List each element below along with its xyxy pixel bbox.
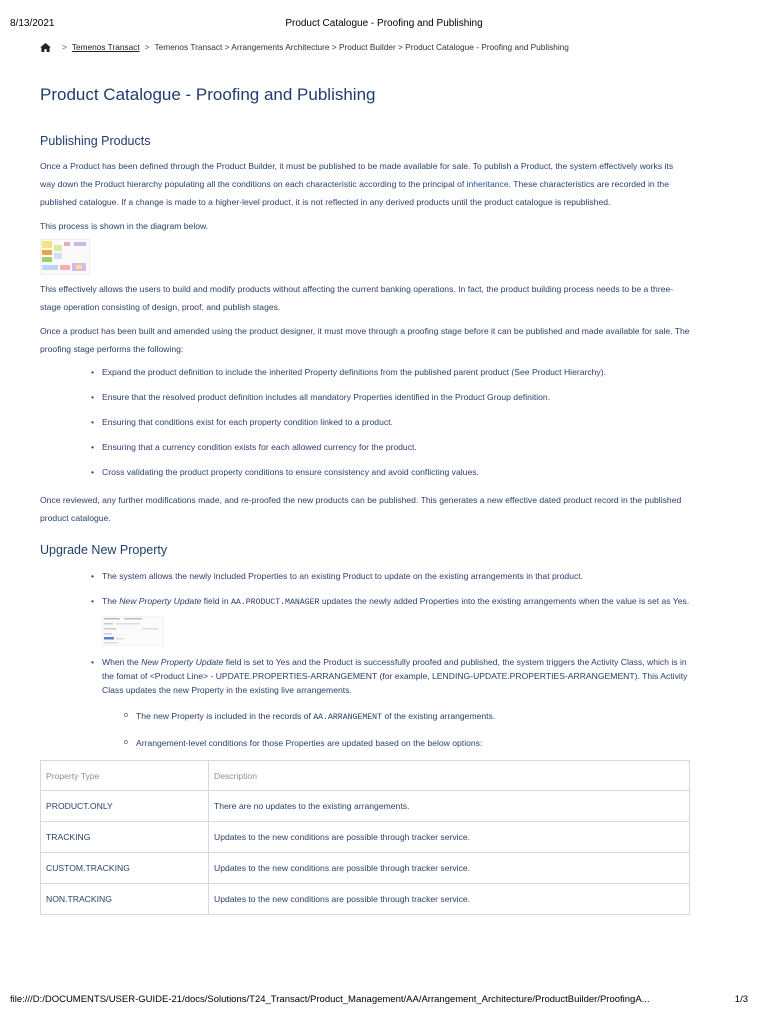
paragraph	[40, 157, 690, 211]
table-cell: Updates to the new conditions are possible through tracker service.	[209, 853, 690, 884]
section-heading-upgrade-new-property: Upgrade New Property	[40, 543, 168, 557]
list-item: • Cross validating the product property conditions to ensure consistency and avoid conflicting values.	[102, 465, 690, 479]
list-item: • The system allows the newly included Properties to an existing Product to update on the existing arrangements in that product.	[102, 569, 690, 583]
table-cell: NON.TRACKING	[41, 884, 209, 915]
list-item: • Ensuring that conditions exist for each property condition linked to a product.	[102, 415, 690, 429]
file-url: file:///D:/DOCUMENTS/USER-GUIDE-21/docs/Solutions/T24_Transact/Product_Management/AA/Arrangement_Architecture/ProductBuilder/ProofingA...	[10, 994, 650, 1005]
table-row	[41, 853, 690, 884]
table-cell: Updates to the new conditions are possible through tracker service.	[209, 822, 690, 853]
table-cell: There are no updates to the existing arrangements.	[209, 791, 690, 822]
sub-list	[40, 709, 690, 750]
list-item	[102, 594, 690, 610]
table-cell: PRODUCT.ONLY	[41, 791, 209, 822]
sub-list-item: o Arrangement-level conditions for those Properties are updated based on the below options:	[136, 736, 690, 750]
list-item-text: The new Property is included in the records of	[136, 711, 314, 721]
paragraph: Once a product has been built and amended using the product designer, it must move through a proofing stage before it can be published and made available for sale. The proofing stage performs the following:	[40, 326, 690, 354]
list-item-text: When the	[102, 657, 142, 667]
breadcrumb-path: Temenos Transact > Arrangements Architecture > Product Builder > Product Catalogue - Proofing and Publishing	[154, 42, 569, 52]
list-item: • Ensure that the resolved product definition includes all mandatory Properties identified in the Product Group definition.	[102, 390, 690, 404]
field-name: New Property Update	[141, 657, 224, 667]
list-item-text: The	[102, 596, 120, 606]
list-item: • Ensuring that a currency condition exists for each allowed currency for the product.	[102, 440, 690, 454]
list-item-text: updates the newly added Properties into the existing arrangements when the value is set as Yes.	[319, 596, 690, 606]
process-diagram-thumbnail[interactable]	[40, 239, 90, 275]
code-text: AA.PRODUCT.MANAGER	[231, 598, 320, 607]
column-header-property-type: Property Type	[41, 761, 209, 791]
list-item-text: field in	[201, 596, 231, 606]
list-item-text: of the existing arrangements.	[382, 711, 496, 721]
print-footer	[10, 994, 748, 1005]
paragraph-text: Once a Product has been defined through the Product Builder, it must be published to be made available for sale. To publish a Product, the system effectively works its way down the Product hierarchy populating all the conditions on each characteristic according to the principal of	[40, 161, 674, 189]
upgrade-list-continued	[40, 655, 690, 697]
home-icon[interactable]	[40, 43, 51, 52]
table-row	[41, 884, 690, 915]
property-type-table	[40, 760, 690, 915]
upgrade-list	[40, 569, 690, 610]
print-date: 8/13/2021	[10, 18, 55, 29]
print-header	[10, 18, 758, 32]
list-item	[102, 655, 690, 697]
article	[40, 85, 690, 915]
paragraph: Once reviewed, any further modifications made, and re-proofed the new products can be published. This generates a new effective dated product record in the published product catalogue.	[40, 495, 682, 523]
paragraph: This process is shown in the diagram below.	[40, 221, 209, 231]
inheritance-link[interactable]: inheritance	[466, 179, 509, 189]
code-text: AA.ARRANGEMENT	[313, 713, 383, 722]
breadcrumb-link-temenos-transact[interactable]: Temenos Transact	[71, 42, 140, 52]
page-title: Product Catalogue - Proofing and Publishing	[40, 85, 376, 104]
sub-list-item	[136, 709, 690, 725]
section-heading-publishing-products: Publishing Products	[40, 134, 151, 148]
breadcrumb	[40, 42, 748, 52]
table-row	[41, 791, 690, 822]
breadcrumb-separator: >	[62, 42, 67, 52]
list-item-text: field is set to Yes and the Product is successfully proofed and published, the system triggers the Activity Class, which is in the fomat of <Product Line> - UPDATE.PROPERTIES-ARRANGEMENT (for example, LENDING-UPDATE.PROPERTIES-ARRANGEMENT). This Activity Class updates the new Property in the existing live arrangements.	[102, 657, 688, 695]
paragraph: This effectively allows the users to build and modify products without affecting the current banking operations. In fact, the product building process needs to be a three-stage operation consisting of design, proof, and publish stages.	[40, 284, 674, 312]
table-cell: TRACKING	[41, 822, 209, 853]
column-header-description: Description	[209, 761, 690, 791]
paragraph-text: . These characteristics are recorded in the published catalogue. If a change is made to a higher-level product, it is not reflected in any derived products until the product catalogue is republished.	[40, 179, 669, 207]
breadcrumb-separator: >	[144, 42, 150, 52]
page-number: 1/3	[734, 994, 748, 1005]
product-manager-screenshot-thumbnail[interactable]	[102, 616, 164, 646]
table-cell: CUSTOM.TRACKING	[41, 853, 209, 884]
field-name: New Property Update	[119, 596, 202, 606]
list-item: • Expand the product definition to include the inherited Property definitions from the published parent product (See Product Hierarchy).	[102, 365, 690, 379]
proofing-steps-list	[40, 365, 690, 479]
print-title: Product Catalogue - Proofing and Publishing	[285, 18, 483, 29]
table-header-row	[41, 761, 690, 791]
table-cell: Updates to the new conditions are possible through tracker service.	[209, 884, 690, 915]
table-row	[41, 822, 690, 853]
